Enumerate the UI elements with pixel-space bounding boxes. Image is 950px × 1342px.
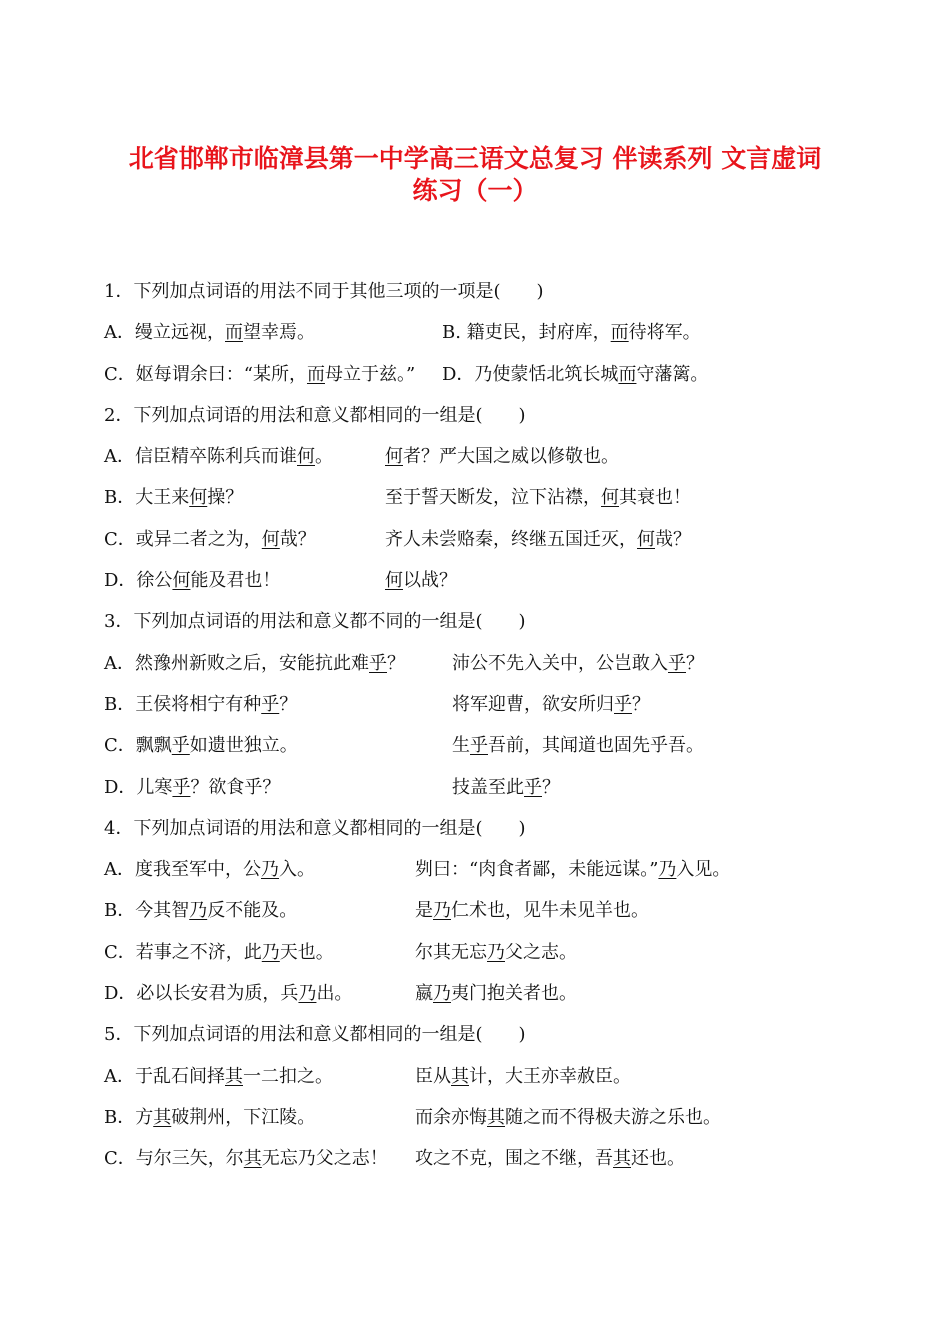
- option-left: [104, 567, 280, 594]
- option-text: 守藩篱。: [636, 363, 709, 385]
- option-right: [415, 897, 649, 924]
- emphasized-word: 乎: [470, 735, 488, 757]
- option-left: [104, 980, 352, 1007]
- option-text: 尔其无忘: [415, 941, 487, 963]
- emphasized-word: 乃: [298, 983, 317, 1005]
- emphasized-word: 乃: [433, 900, 451, 922]
- option-text: D．徐公: [104, 570, 173, 592]
- option-text: A．度我至军中，公: [104, 859, 261, 881]
- option-text: 哉？: [279, 528, 316, 550]
- option-row: [104, 319, 904, 360]
- option-text: B．今其智: [104, 900, 190, 922]
- option-text: 待将军。: [628, 322, 701, 344]
- document-title-line-1: 北省邯郸市临漳县第一中学高三语文总复习 伴读系列 文言虚词: [128, 144, 822, 173]
- emphasized-word: 乎: [369, 652, 387, 674]
- option-left: [104, 732, 298, 759]
- emphasized-word: 而: [610, 322, 629, 344]
- question-stem: 5．下列加点词语的用法和意义都相同的一组是( ): [104, 1024, 526, 1046]
- option-text: B．王侯将相宁有种: [104, 693, 262, 715]
- option-text: 至于誓天断发，泣下沾襟，: [385, 487, 601, 509]
- option-text: 出。: [316, 983, 353, 1005]
- option-row: [104, 443, 904, 484]
- option-text: 将军迎曹，欲安所归: [452, 693, 614, 715]
- option-text: 技盖至此: [452, 776, 524, 798]
- option-text: C．飘飘: [104, 735, 172, 757]
- option-row: [104, 1104, 904, 1145]
- emphasized-word: 而: [618, 363, 637, 385]
- option-text: C．若事之不济，此: [104, 941, 262, 963]
- option-row: [104, 774, 904, 815]
- option-text: 以战？: [403, 570, 457, 592]
- option-right: [385, 484, 691, 511]
- option-row: [104, 939, 904, 980]
- emphasized-word: 乎: [668, 652, 686, 674]
- option-text: C．妪每谓余曰：“某所，: [104, 363, 307, 385]
- emphasized-word: 何: [261, 528, 280, 550]
- option-text: 臣从: [415, 1065, 451, 1087]
- option-row: [104, 897, 904, 938]
- option-left: [104, 650, 405, 677]
- option-text: ？: [542, 776, 560, 798]
- emphasized-word: 其: [243, 1148, 262, 1170]
- option-left: [104, 1145, 388, 1172]
- option-left: [104, 319, 315, 346]
- option-text: 一二扣之。: [243, 1065, 333, 1087]
- option-left: [104, 1063, 333, 1090]
- option-text: 攻之不克，围之不继，吾: [415, 1148, 613, 1170]
- emphasized-word: 乃: [433, 983, 451, 1005]
- option-text: ？: [632, 693, 650, 715]
- option-left: [104, 361, 415, 388]
- option-text: 计，大王亦幸赦臣。: [469, 1065, 631, 1087]
- emphasized-word: 何: [601, 487, 619, 509]
- emphasized-word: 乎: [171, 735, 190, 757]
- option-right: [442, 319, 701, 346]
- option-right: [442, 361, 708, 388]
- option-text: 如遗世独立。: [189, 735, 298, 757]
- option-text: B. 籍吏民，封府库，: [442, 322, 611, 344]
- option-right: [385, 443, 619, 470]
- option-text: 其衰也！: [619, 487, 691, 509]
- question-stem: 2．下列加点词语的用法和意义都相同的一组是( ): [104, 404, 526, 426]
- option-text: 哉？: [655, 528, 691, 550]
- option-row: [104, 1145, 904, 1186]
- emphasized-word: 其: [487, 1106, 505, 1128]
- option-text: 刿曰：“肉食者鄙，未能远谋。”: [415, 859, 659, 881]
- option-right: [415, 939, 577, 966]
- option-text: ？: [387, 652, 405, 674]
- option-text: ？: [279, 693, 298, 715]
- option-row: [104, 567, 904, 608]
- option-left: [104, 484, 243, 511]
- option-text: 而余亦悔: [415, 1106, 487, 1128]
- option-text: 无忘乃父之志！: [261, 1148, 388, 1170]
- option-text: 吾前，其闻道也固先乎吾。: [488, 735, 704, 757]
- emphasized-word: 乃: [487, 941, 505, 963]
- emphasized-word: 而: [225, 322, 243, 344]
- option-left: [104, 897, 297, 924]
- emphasized-word: 乎: [614, 693, 632, 715]
- emphasized-word: 何: [172, 570, 191, 592]
- option-text: 母立于兹。”: [324, 363, 416, 385]
- option-left: [104, 526, 316, 553]
- emphasized-word: 乃: [261, 941, 280, 963]
- option-right: [385, 526, 691, 553]
- question-stem: 4．下列加点词语的用法和意义都相同的一组是( ): [104, 817, 526, 839]
- option-right: [452, 650, 704, 677]
- option-right: [452, 774, 560, 801]
- option-row: [104, 980, 904, 1021]
- option-text: 夷门抱关者也。: [451, 983, 577, 1005]
- option-right: [415, 1063, 631, 1090]
- emphasized-word: 何: [189, 487, 208, 509]
- option-text: 入。: [279, 859, 315, 881]
- emphasized-word: 乃: [189, 900, 208, 922]
- option-text: 操？: [207, 487, 244, 509]
- option-text: 随之而不得极夫游之乐也。: [505, 1106, 721, 1128]
- option-text: 者？严大国之威以修敬也。: [403, 446, 619, 468]
- emphasized-word: 乃: [261, 859, 279, 881]
- emphasized-word: 何: [385, 446, 403, 468]
- option-row: [104, 732, 904, 773]
- option-text: D．乃使蒙恬北筑长城: [442, 363, 619, 385]
- option-row: [104, 526, 904, 567]
- option-left: [104, 443, 333, 470]
- option-row: [104, 484, 904, 525]
- option-text: D．儿寒: [104, 776, 173, 798]
- option-text: D．必以长安君为质，兵: [104, 983, 299, 1005]
- option-text: 生: [452, 735, 470, 757]
- option-row: [104, 691, 904, 732]
- question-stem: 3．下列加点词语的用法和意义都不同的一组是( ): [104, 611, 526, 633]
- emphasized-word: 其: [613, 1148, 631, 1170]
- emphasized-word: 而: [306, 363, 325, 385]
- option-row: [104, 856, 904, 897]
- option-text: ？欲食乎？: [190, 776, 281, 798]
- option-left: [104, 1104, 315, 1131]
- option-right: [415, 1104, 721, 1131]
- emphasized-word: 乎: [172, 776, 191, 798]
- option-text: 沛公不先入关中，公岂敢入: [452, 652, 668, 674]
- option-right: [452, 691, 650, 718]
- option-right: [415, 1145, 685, 1172]
- option-text: A．于乱石间择: [104, 1065, 225, 1087]
- option-text: A．缦立远视，: [104, 322, 225, 344]
- emphasized-word: 何: [637, 528, 655, 550]
- emphasized-word: 其: [153, 1106, 172, 1128]
- option-text: 入见。: [676, 859, 731, 881]
- option-text: C．与尔三矢，尔: [104, 1148, 244, 1170]
- emphasized-word: 其: [225, 1065, 243, 1087]
- option-text: A．然豫州新败之后，安能抗此难: [104, 652, 369, 674]
- emphasized-word: 何: [297, 446, 315, 468]
- option-text: C．或异二者之为，: [104, 528, 262, 550]
- option-text: B．方: [104, 1106, 154, 1128]
- option-row: [104, 1063, 904, 1104]
- option-text: ？: [686, 652, 704, 674]
- option-left: [104, 939, 334, 966]
- document-title-line-2: 练习（一）: [412, 176, 538, 205]
- option-right: [415, 856, 730, 883]
- emphasized-word: 乎: [261, 693, 280, 715]
- option-right: [415, 980, 577, 1007]
- emphasized-word: 乃: [658, 859, 677, 881]
- option-left: [104, 691, 297, 718]
- option-text: 破荆州，下江陵。: [171, 1106, 316, 1128]
- option-right: [385, 567, 457, 594]
- option-text: 是: [415, 900, 433, 922]
- emphasized-word: 何: [385, 570, 403, 592]
- option-text: 还也。: [631, 1148, 685, 1170]
- option-text: 反不能及。: [207, 900, 298, 922]
- option-row: [104, 650, 904, 691]
- option-text: A．信臣精卒陈利兵而谁: [104, 446, 297, 468]
- exercise-content: [104, 278, 904, 1187]
- option-text: 嬴: [415, 983, 433, 1005]
- option-text: 齐人未尝赂秦，终继五国迁灭，: [385, 528, 637, 550]
- option-text: 能及君也！: [190, 570, 281, 592]
- option-text: 。: [315, 446, 333, 468]
- option-text: 天也。: [279, 941, 334, 963]
- option-left: [104, 774, 280, 801]
- option-row: [104, 361, 904, 402]
- emphasized-word: 乎: [524, 776, 542, 798]
- option-text: 望幸焉。: [243, 322, 315, 344]
- option-left: [104, 856, 315, 883]
- emphasized-word: 其: [451, 1065, 469, 1087]
- option-right: [452, 732, 704, 759]
- question-stem: 1．下列加点词语的用法不同于其他三项的一项是( ): [104, 281, 544, 302]
- option-text: 仁术也，见牛未见羊也。: [451, 900, 649, 922]
- option-text: 父之志。: [505, 941, 577, 963]
- option-text: B．大王来: [104, 487, 190, 509]
